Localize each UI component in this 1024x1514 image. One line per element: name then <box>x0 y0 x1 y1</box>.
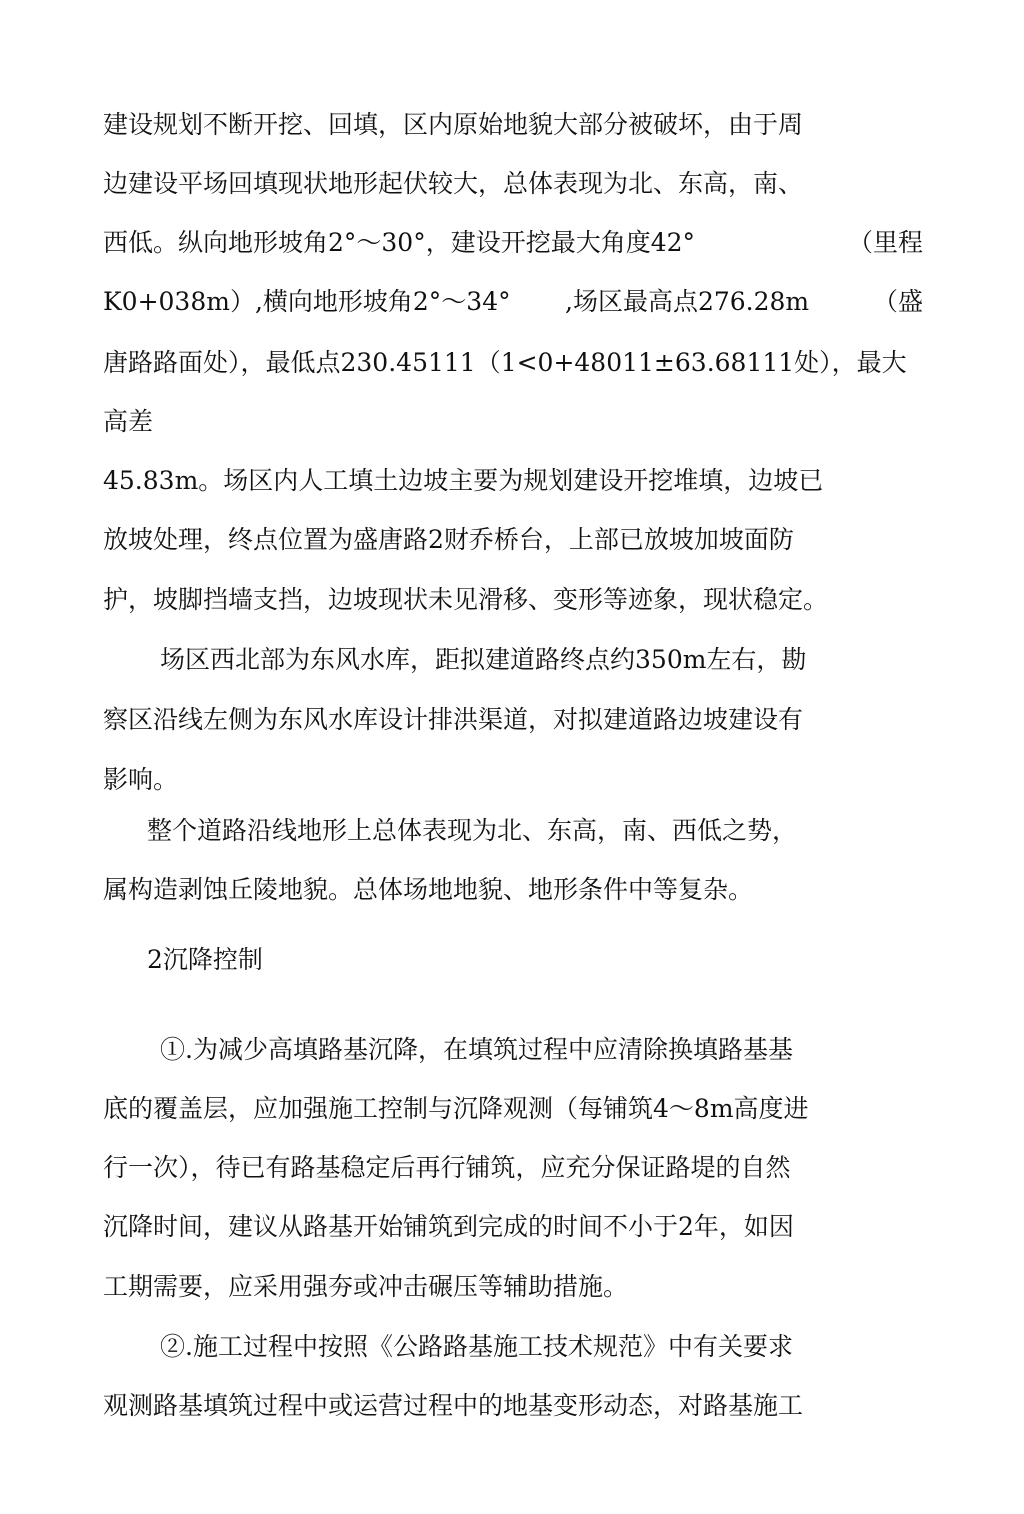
text-line: 西低。纵向地形坡角2°～30°，建设开挖最大角度42° <box>103 228 696 257</box>
text-line: 沉降时间，建议从路基开始铺筑到完成的时间不小于2年，如因 <box>103 1212 794 1241</box>
text-fragment: ,场区最高点276.28m <box>565 287 810 316</box>
text-line: 护，坡脚挡墙支挡，边坡现状未见滑移、变形等迹象，现状稳定。 <box>103 585 829 614</box>
text-line: 底的覆盖层，应加强施工控制与沉降观测（每铺筑4～8m高度进 <box>103 1094 809 1123</box>
text-line: 场区西北部为东风水库，距拟建道路终点约350m左右，勘 <box>160 645 807 674</box>
text-line: 察区沿线左侧为东风水库设计排洪渠道，对拟建道路边坡建设有 <box>103 705 804 734</box>
text-line: K0+038m）,横向地形坡角2°～34° <box>103 287 511 316</box>
text-line: ①.为减少高填路基沉降，在填筑过程中应清除换填路基基 <box>160 1035 793 1064</box>
text-line: 行一次），待已有路基稳定后再行铺筑，应充分保证路堤的自然 <box>103 1153 791 1182</box>
text-line: 唐路路面处），最低点230.45111（1<0+48011±63.68111处），最大 <box>103 348 907 377</box>
text-line: 45.83m。场区内人工填土边坡主要为规划建设开挖堆填，边坡已 <box>103 466 824 495</box>
text-line: 属构造剥蚀丘陵地貌。总体场地地貌、地形条件中等复杂。 <box>103 875 754 904</box>
text-line: 整个道路沿线地形上总体表现为北、东高，南、西低之势， <box>147 816 798 845</box>
text-fragment: （盛 <box>873 287 924 316</box>
text-line: 工期需要，应采用强夯或冲击碾压等辅助措施。 <box>103 1272 629 1301</box>
text-line: 建设规划不断开挖、回填，区内原始地貌大部分被破坏，由于周 <box>103 110 804 139</box>
section-heading: 2沉降控制 <box>147 945 263 974</box>
text-line: ②.施工过程中按照《公路路基施工技术规范》中有关要求 <box>160 1332 793 1361</box>
text-line: 观测路基填筑过程中或运营过程中的地基变形动态，对路基施工 <box>103 1391 804 1420</box>
text-line: 边建设平场回填现状地形起伏较大，总体表现为北、东高，南、 <box>103 169 804 198</box>
text-line: 高差 <box>103 407 154 436</box>
text-fragment: （里程 <box>848 228 924 257</box>
text-line: 放坡处理，终点位置为盛唐路2财乔桥台，上部已放坡加坡面防 <box>103 525 794 554</box>
text-line: 影响。 <box>103 765 179 794</box>
